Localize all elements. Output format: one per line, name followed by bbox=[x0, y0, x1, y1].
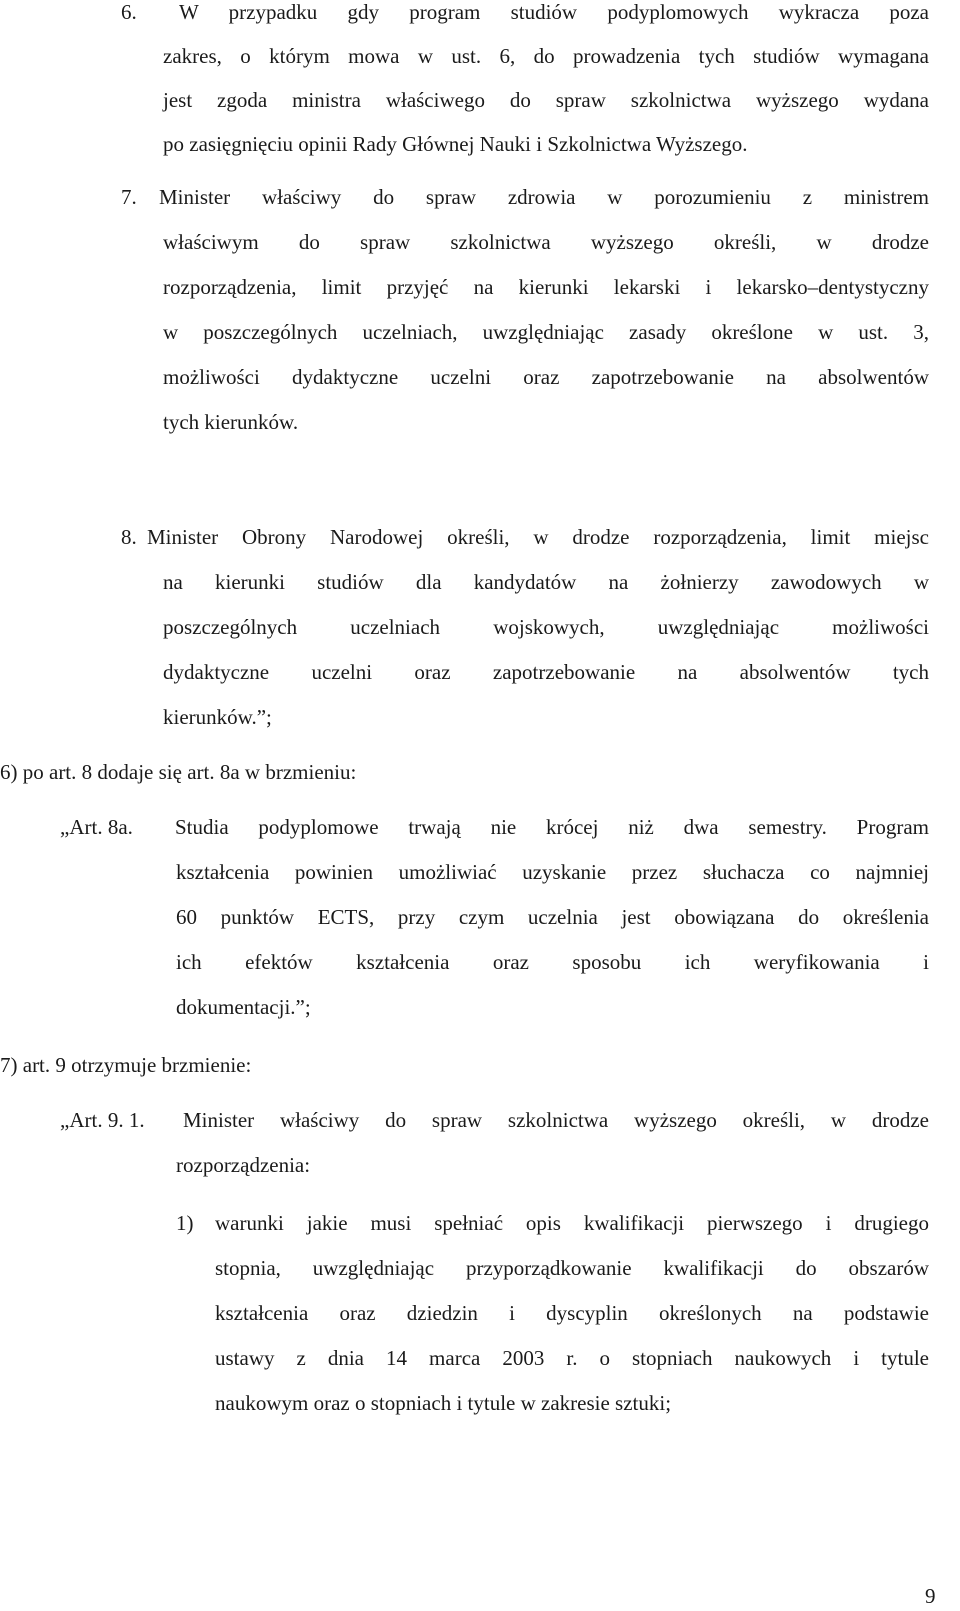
item-8-line-5: kierunków.”; bbox=[163, 705, 272, 729]
item-8-number: 8. bbox=[121, 525, 137, 549]
item-7-line-5: możliwości dydaktyczne uczelni oraz zapotrzebowanie na absolwentów bbox=[163, 365, 929, 389]
item-7-line-6: tych kierunków. bbox=[163, 410, 299, 434]
art-8a-line-4: ich efektów kształcenia oraz sposobu ich weryfikowania i bbox=[176, 950, 929, 974]
item-6-line-2: zakres, o którym mowa w ust. 6, do prowadzenia tych studiów wymagana bbox=[163, 44, 929, 68]
page-number: 9 bbox=[925, 1584, 936, 1608]
item-7-line-1: Minister właściwy do spraw zdrowia w porozumieniu z ministrem bbox=[159, 185, 929, 209]
art-9-item-1-line-3: kształcenia oraz dziedzin i dyscyplin określonych na podstawie bbox=[215, 1301, 929, 1325]
item-7-line-4: w poszczególnych uczelniach, uwzględniając zasady określone w ust. 3, bbox=[163, 320, 929, 344]
item-7-line-3: rozporządzenia, limit przyjęć na kierunki lekarski i lekarsko–dentystyczny bbox=[163, 275, 929, 299]
item-8-line-1: Minister Obrony Narodowej określi, w drodze rozporządzenia, limit miejsc bbox=[147, 525, 929, 549]
item-8 bbox=[0, 525, 960, 745]
art-9-item-1-line-1: warunki jakie musi spełniać opis kwalifikacji pierwszego i drugiego bbox=[215, 1211, 929, 1235]
art-8a-label: „Art. 8a. bbox=[60, 815, 133, 839]
art-9-item-1 bbox=[0, 1211, 960, 1431]
art-9-item-1-number: 1) bbox=[176, 1211, 194, 1235]
point-6-heading: 6) po art. 8 dodaje się art. 8a w brzmieniu: bbox=[0, 760, 357, 784]
item-7-line-2: właściwym do spraw szkolnictwa wyższego określi, w drodze bbox=[163, 230, 929, 254]
art-9-item-1-line-2: stopnia, uwzględniając przyporządkowanie kwalifikacji do obszarów bbox=[215, 1256, 929, 1280]
item-6 bbox=[0, 0, 960, 170]
art-9-item-1-line-5: naukowym oraz o stopniach i tytule w zakresie sztuki; bbox=[215, 1391, 672, 1415]
point-7-heading: 7) art. 9 otrzymuje brzmienie: bbox=[0, 1053, 252, 1077]
art-8a-line-5: dokumentacji.”; bbox=[176, 995, 311, 1019]
item-6-line-1: W przypadku gdy program studiów podyplomowych wykracza poza bbox=[179, 0, 929, 24]
art-9-label: „Art. 9. 1. bbox=[60, 1108, 145, 1132]
art-8a bbox=[0, 815, 960, 1035]
item-8-line-4: dydaktyczne uczelni oraz zapotrzebowanie na absolwentów tych bbox=[163, 660, 929, 684]
art-9-item-1-line-4: ustawy z dnia 14 marca 2003 r. o stopniach naukowych i tytule bbox=[215, 1346, 929, 1370]
art-9 bbox=[0, 1108, 960, 1188]
item-8-line-2: na kierunki studiów dla kandydatów na żołnierzy zawodowych w bbox=[163, 570, 929, 594]
item-7-number: 7. bbox=[121, 185, 137, 209]
art-9-line-2: rozporządzenia: bbox=[176, 1153, 311, 1177]
item-7 bbox=[0, 185, 960, 465]
item-6-number: 6. bbox=[121, 0, 137, 24]
item-8-line-3: poszczególnych uczelniach wojskowych, uwzględniając możliwości bbox=[163, 615, 929, 639]
item-6-line-4: po zasięgnięciu opinii Rady Głównej Nauki i Szkolnictwa Wyższego. bbox=[163, 132, 748, 156]
art-8a-line-1: Studia podyplomowe trwają nie krócej niż dwa semestry. Program bbox=[175, 815, 929, 839]
art-8a-line-3: 60 punktów ECTS, przy czym uczelnia jest obowiązana do określenia bbox=[176, 905, 929, 929]
art-8a-line-2: kształcenia powinien umożliwiać uzyskanie przez słuchacza co najmniej bbox=[176, 860, 929, 884]
art-9-line-1: Minister właściwy do spraw szkolnictwa wyższego określi, w drodze bbox=[183, 1108, 929, 1132]
item-6-line-3: jest zgoda ministra właściwego do spraw szkolnictwa wyższego wydana bbox=[163, 88, 929, 112]
